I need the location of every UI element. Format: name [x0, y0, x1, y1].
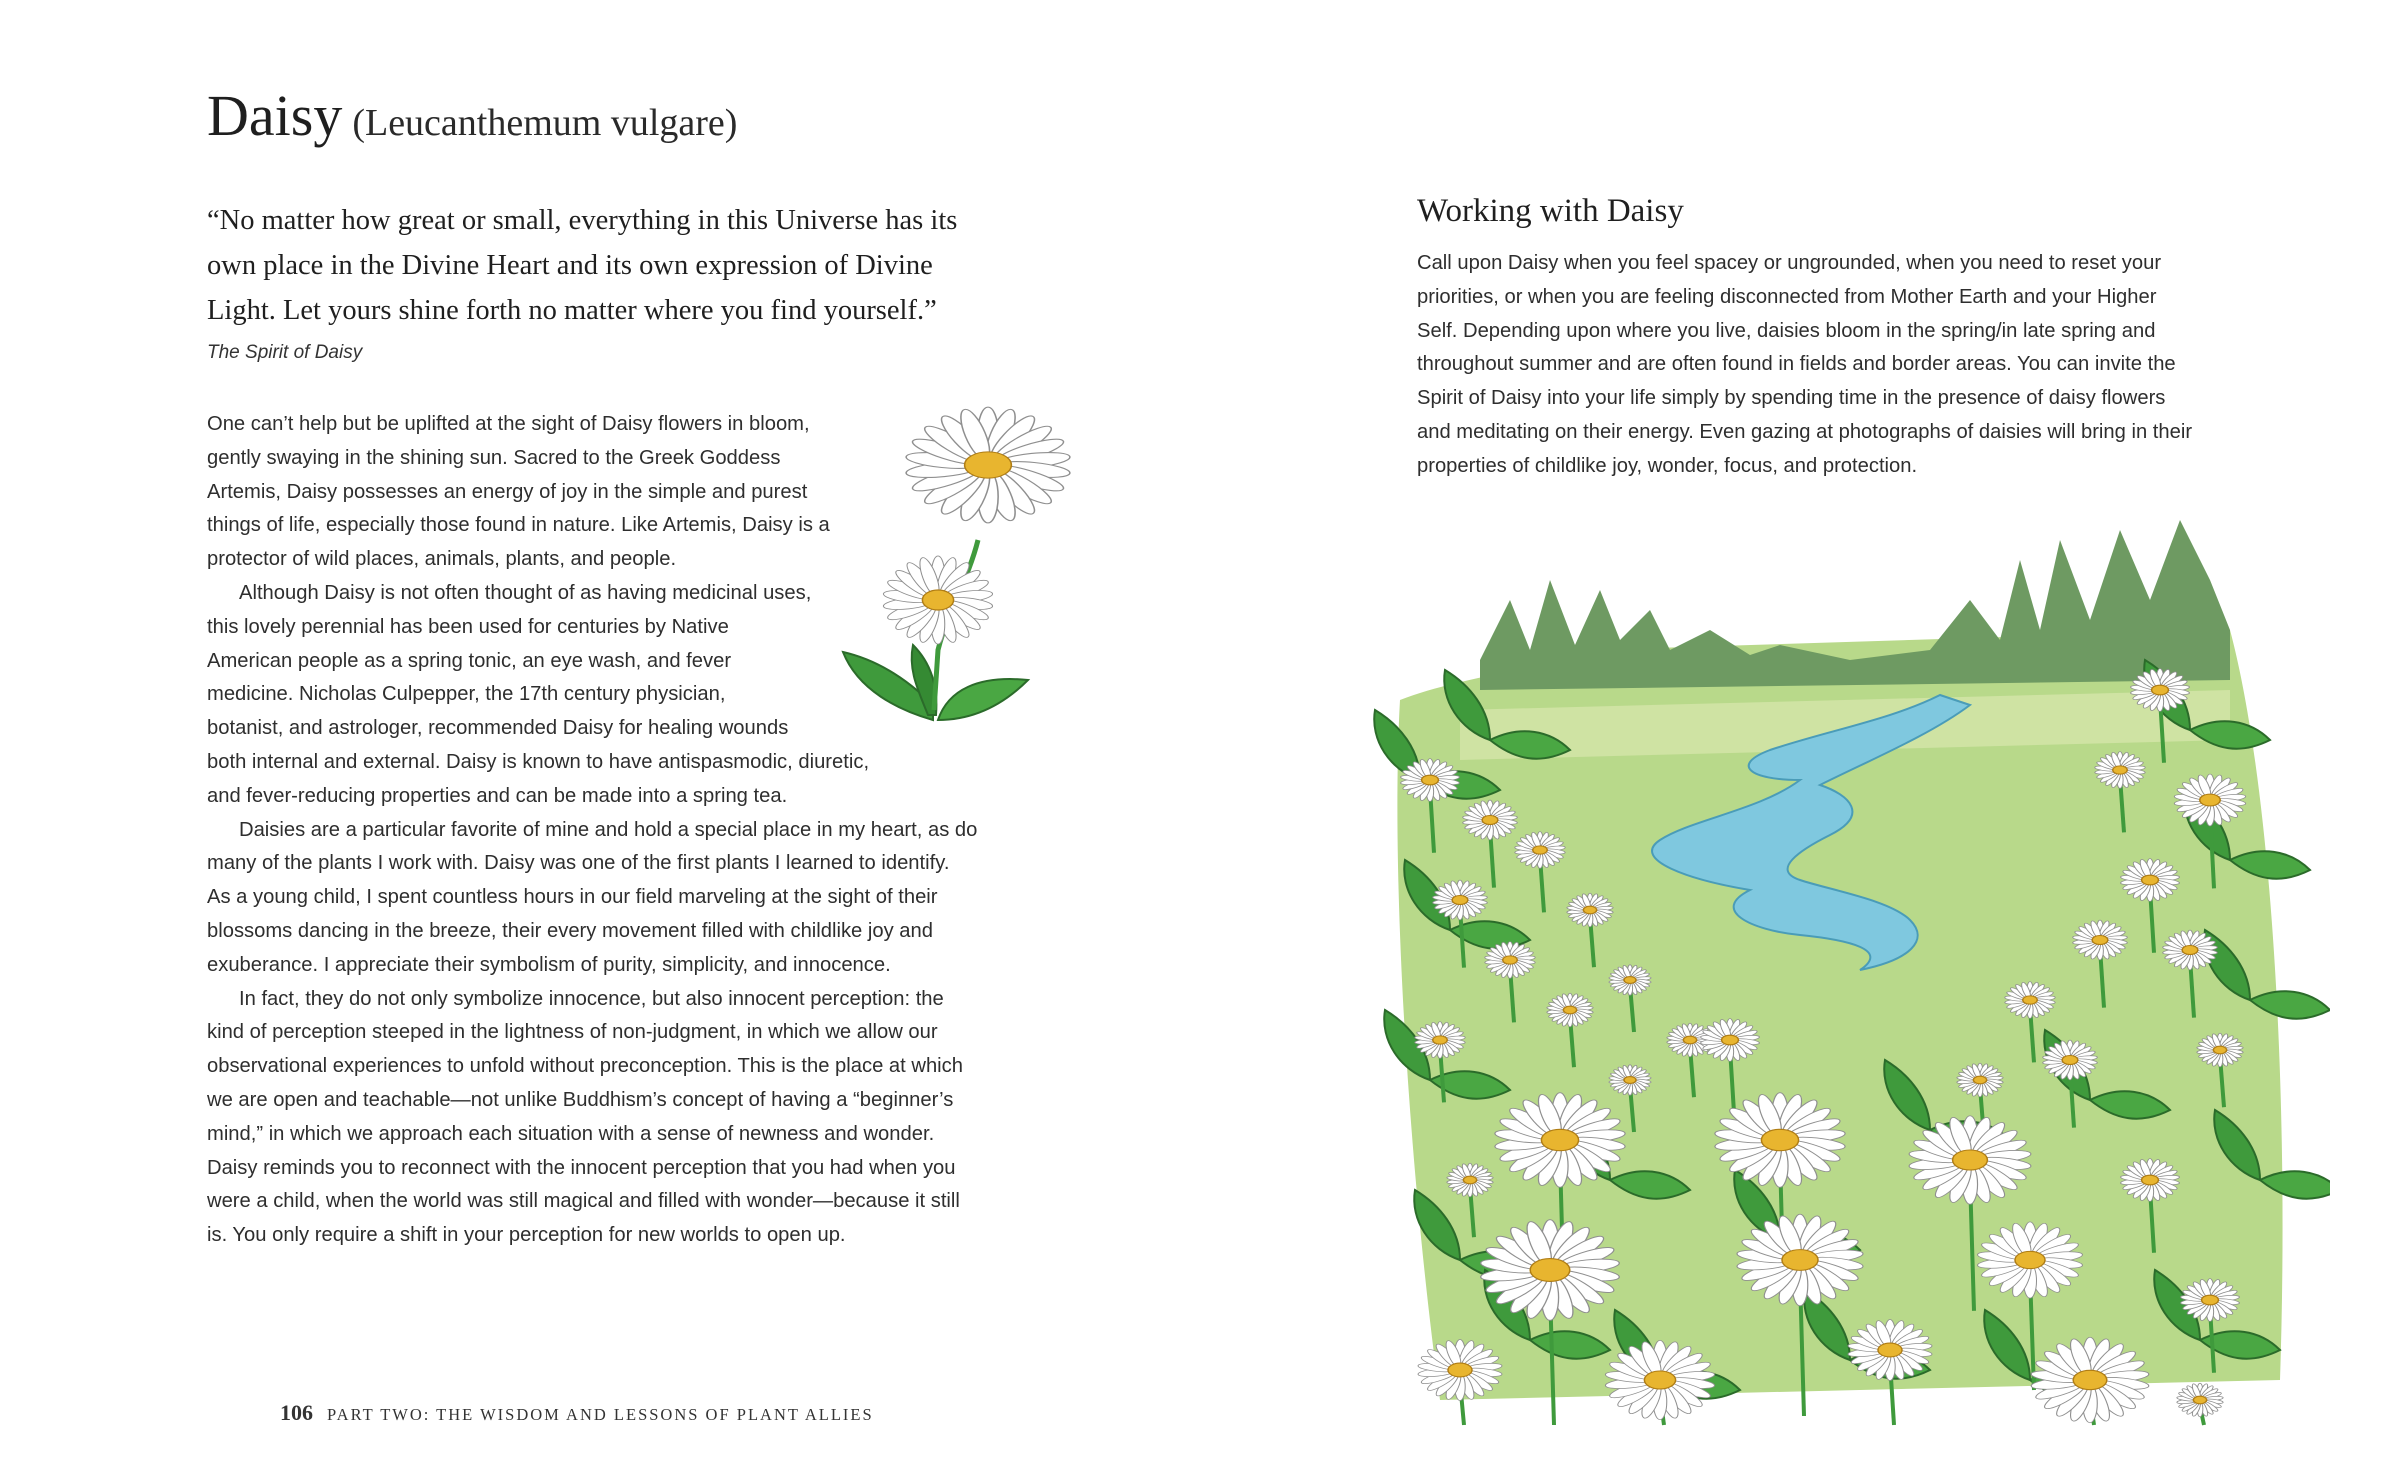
body-line: we are open and teachable—not unlike Buddhism’s concept of having a “beginner’s: [207, 1088, 954, 1111]
body-line: kind of perception steeped in the lightness of non-judgment, in which we allow our: [207, 1021, 938, 1044]
body-line: blossoms dancing in the breeze, their every movement filled with childlike joy and: [207, 919, 933, 942]
body-line: American people as a spring tonic, an eye wash, and fever: [207, 649, 732, 672]
right-page: [1200, 0, 2399, 1484]
body-line: Daisy reminds you to reconnect with the innocent perception that you had when you: [207, 1156, 956, 1179]
body-line: Artemis, Daisy possesses an energy of joy in the simple and purest: [207, 480, 808, 503]
body-line: observational experiences to unfold without preconception. This is the place at which: [207, 1055, 963, 1078]
body-line: were a child, when the world was still magical and filled with wonder—because it still: [207, 1190, 960, 1213]
body-line: is. You only require a shift in your perception for new worlds to open up.: [207, 1224, 846, 1247]
body-line: properties of childlike joy, wonder, focus, and protection.: [1417, 454, 1918, 477]
body-line: protector of wild places, animals, plants, and people.: [207, 548, 677, 571]
daisy-flower-small: [882, 556, 993, 644]
epigraph-quote: [207, 198, 1007, 333]
body-line: mind,” in which we approach each situation with a sense of newness and wonder.: [207, 1122, 935, 1145]
body-line: both internal and external. Daisy is known to have antispasmodic, diuretic,: [207, 750, 870, 773]
body-line: In fact, they do not only symbolize innocence, but also innocent perception: the: [239, 987, 944, 1010]
daisy-pair-illustration: [838, 390, 1118, 730]
section-heading: Working with Daisy: [1417, 193, 1684, 229]
body-line: Daisies are a particular favorite of mine and hold a special place in my heart, as do: [239, 818, 978, 841]
page-number: 106: [280, 1400, 313, 1425]
body-line: medicine. Nicholas Culpepper, the 17th century physician,: [207, 683, 726, 706]
body-line: Self. Depending upon where you live, daisies bloom in the spring/in late spring and: [1417, 319, 2156, 342]
body-line: Call upon Daisy when you feel spacey or ungrounded, when you need to reset your: [1417, 252, 2162, 274]
body-line: and fever-reducing properties and can be made into a spring tea.: [207, 784, 788, 807]
tree-line: [1480, 520, 2230, 690]
body-line: As a young child, I spent countless hours in our field marveling at the sight of their: [207, 886, 938, 909]
title-common-name: Daisy: [207, 83, 343, 148]
body-line: Spirit of Daisy into your life simply by spending time in the presence of daisy flowers: [1417, 387, 2166, 410]
quote-line: “No matter how great or small, everything in this Universe has its: [207, 205, 958, 236]
daisy-meadow-illustration: [1330, 480, 2330, 1430]
body-line: many of the plants I work with. Daisy was one of the first plants I learned to identify.: [207, 852, 950, 875]
body-line: gently swaying in the shining sun. Sacred to the Greek Goddess: [207, 446, 781, 469]
quote-line: own place in the Divine Heart and its own expression of Divine: [207, 250, 933, 281]
body-line: this lovely perennial has been used for centuries by Native: [207, 615, 729, 638]
page-footer: [280, 1400, 874, 1426]
body-line: Although Daisy is not often thought of as having medicinal uses,: [239, 581, 812, 604]
body-line: things of life, especially those found in nature. Like Artemis, Daisy is a: [207, 514, 830, 537]
running-head: PART TWO: THE WISDOM AND LESSONS OF PLANT ALLIES: [327, 1405, 874, 1424]
body-line: botanist, and astrologer, recommended Daisy for healing wounds: [207, 717, 789, 740]
quote-attribution: The Spirit of Daisy: [207, 342, 363, 363]
body-line: and meditating on their energy. Even gazing at photographs of daisies will bring in their: [1417, 420, 2193, 443]
daisy-flower-large: [905, 407, 1072, 523]
daisy-flower: [2177, 1383, 2224, 1417]
page-title: [207, 82, 737, 149]
title-latin-name: (Leucanthemum vulgare): [352, 102, 738, 144]
body-line: exuberance. I appreciate their symbolism of purity, simplicity, and innocence.: [207, 953, 891, 976]
body-line: throughout summer and are often found in fields and border areas. You can invite the: [1417, 353, 2176, 376]
body-line: One can’t help but be uplifted at the sight of Daisy flowers in bloom,: [207, 413, 810, 435]
body-line: priorities, or when you are feeling disconnected from Mother Earth and your Higher: [1417, 285, 2157, 308]
quote-line: Light. Let yours shine forth no matter where you find yourself.”: [207, 295, 937, 326]
section-body: [1417, 247, 2257, 484]
